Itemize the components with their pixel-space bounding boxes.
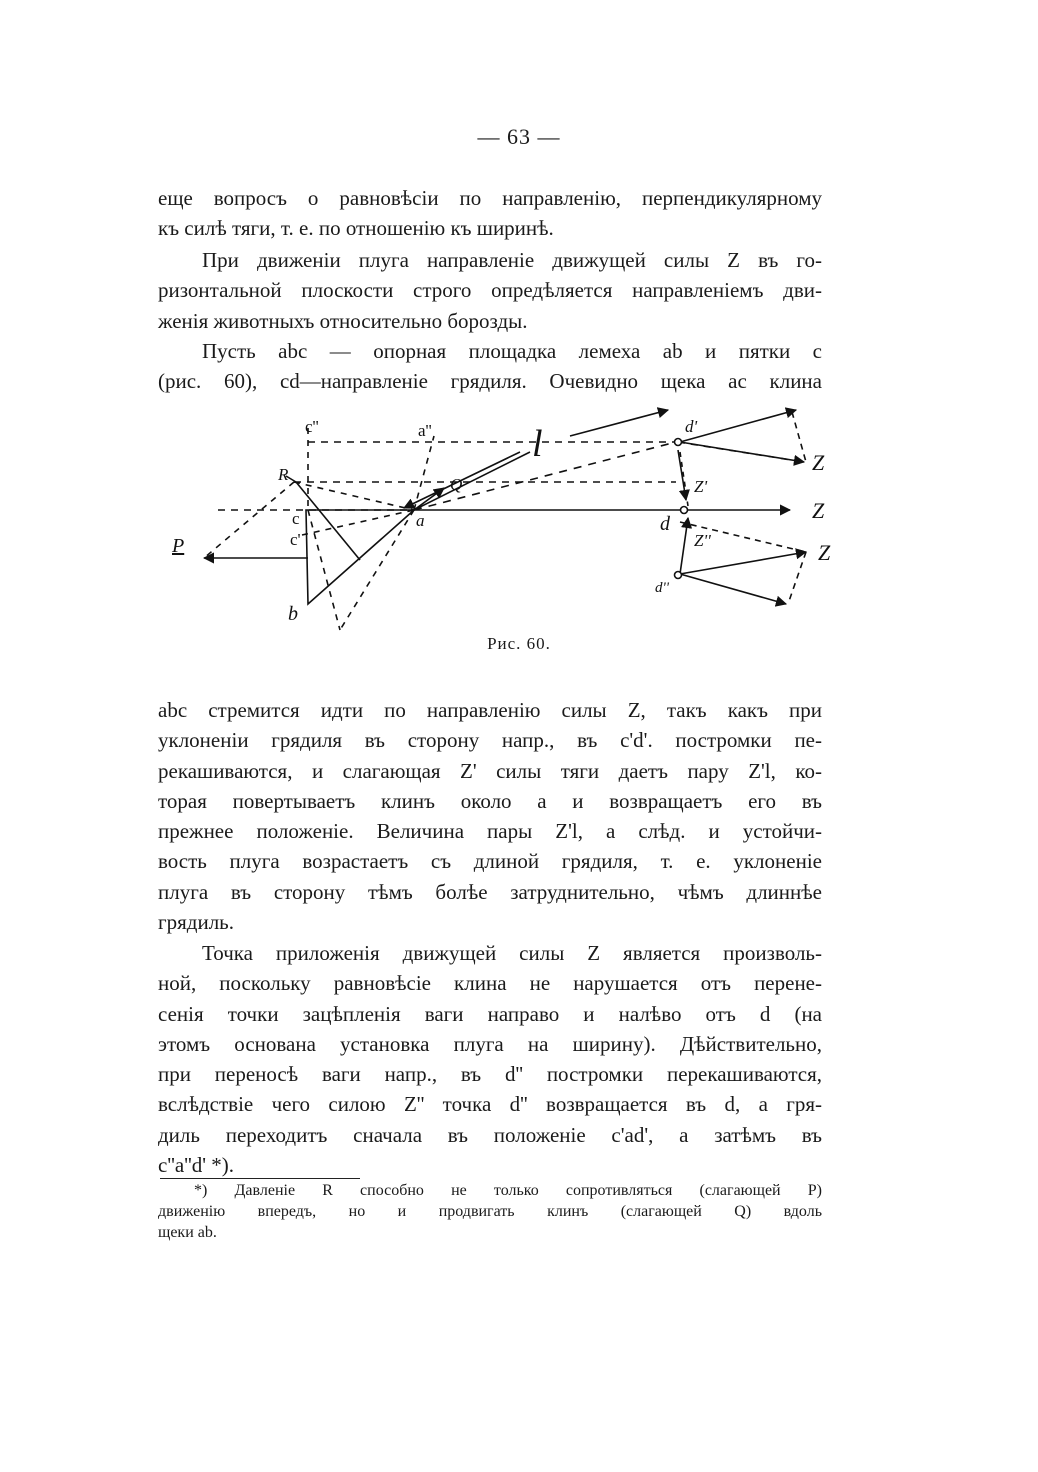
text-line: при переносѣ ваги напр., въ d'' постромки перекашиваются,: [158, 1062, 822, 1087]
footnote-line: щеки ab.: [158, 1224, 217, 1241]
figure-caption: Рис. 60.: [487, 634, 551, 653]
arrow-d2-lower: [680, 574, 786, 604]
label-c1: c': [290, 530, 301, 549]
label-Z-mid: Z: [812, 498, 825, 523]
label-b: b: [288, 603, 298, 625]
paragraph-5: [158, 938, 822, 1180]
text-line: уклоненіи грядиля въ сторону напр., въ c'd'. постромки пе-: [158, 728, 822, 753]
text-line: прежнее положеніе. Величина пары Z'l, а слѣд. и устойчи-: [158, 819, 822, 844]
label-Z2: Z'': [694, 531, 711, 550]
line-d1-d: [680, 452, 688, 506]
arrow-l: [570, 410, 668, 436]
footnote-divider: [160, 1178, 360, 1179]
text-line: c''a''d' *).: [158, 1153, 235, 1178]
label-c: c: [292, 509, 300, 528]
arrow-Z2: [680, 518, 688, 574]
text-line: торая повертываетъ клинъ около a и возвращаетъ его въ: [158, 788, 822, 813]
point-d2: [675, 572, 682, 579]
line-parallelogram-lower: [788, 552, 806, 604]
arrow-d1-upper: [680, 410, 796, 442]
text-line: плуга въ сторону тѣмъ болѣе затруднительно, чѣмъ длиннѣе: [158, 879, 822, 904]
point-d1: [675, 439, 682, 446]
label-Z1: Z': [694, 477, 708, 496]
label-l: l: [532, 423, 543, 465]
footnote-line: движенію впередъ, но и продвигать клинъ (слагающей Q) вдоль: [158, 1203, 822, 1220]
text-line: женія животныхъ относительно борозды.: [158, 308, 528, 333]
text-line: этомъ основана установка плуга на ширину). Дѣйствительно,: [158, 1031, 822, 1056]
point-d: [681, 507, 688, 514]
label-R: R: [278, 465, 289, 484]
line-R-a: [294, 482, 414, 510]
text-line: ной, поскольку равновѣсіе клина не нарушается отъ перене-: [158, 971, 822, 996]
label-d2: d'': [655, 580, 669, 596]
text-line: ризонтальной плоскости строго опредѣляется направленіемъ дви-: [158, 278, 822, 303]
text-line: При движеніи плуга направленіе движущей силы Z въ го-: [202, 248, 822, 272]
arrow-d2-Z: [680, 552, 806, 574]
text-line: abc стремится идти по направленію силы Z, такъ какъ при: [158, 698, 822, 722]
footnote: [158, 1180, 822, 1243]
label-Z-upper: Z: [812, 450, 825, 475]
wedge-triangle: [306, 510, 414, 604]
label-c2: c'': [305, 417, 319, 436]
line-a-l: [414, 452, 530, 510]
arrow-Z1: [678, 450, 686, 500]
text-line: рекашиваются, и слагающая Z' силы тяги даетъ пару Z'l, ко-: [158, 758, 822, 783]
text-line: еще вопросъ о равновѣсіи по направленію, перпендикулярному: [158, 186, 822, 210]
label-P: P: [172, 535, 185, 557]
paragraph-4: [158, 695, 822, 937]
text-line: (рис. 60), cd—направленіе грядиля. Очевидно щека ac клина: [158, 369, 822, 394]
page-number: — 63 —: [477, 124, 561, 149]
text-line: грядиль.: [158, 910, 235, 935]
label-d1: d': [685, 417, 698, 436]
label-d: d: [660, 513, 670, 535]
text-line: Пусть abc — опорная площадка лемеха ab и пятки c: [202, 339, 822, 363]
line-a-lower: [340, 510, 414, 630]
text-line: диль переходитъ сначала въ положеніе c'ad', а затѣмъ въ: [158, 1122, 822, 1147]
arrow-d1-Z: [680, 442, 804, 462]
label-a2: a'': [418, 421, 432, 440]
label-Q: Q: [450, 475, 463, 494]
line-c1-a: [302, 510, 414, 535]
line-R-P: [204, 482, 294, 558]
footnote-line: *) Давленіе R способно не только сопротивляться (слагающей P): [194, 1182, 822, 1199]
line-parallelogram-upper: [792, 412, 806, 462]
text-line: вость плуга возрастаетъ съ длиной грядиля, т. е. уклоненіе: [158, 849, 822, 874]
line-c-lower: [308, 510, 340, 630]
text-line: сенія точки зацѣпленія ваги направо и налѣво отъ d (на: [158, 1001, 822, 1026]
text-line: къ силѣ тяги, т. е. по отношенію къ ширинѣ.: [158, 216, 554, 241]
label-Z-lower: Z: [818, 540, 831, 565]
label-a: a: [416, 511, 425, 530]
text-line: вслѣдствіе чего силою Z'' точка d'' возвращается въ d, а гря-: [158, 1092, 822, 1117]
text-line: Точка приложенія движущей силы Z является произволь-: [202, 941, 822, 965]
